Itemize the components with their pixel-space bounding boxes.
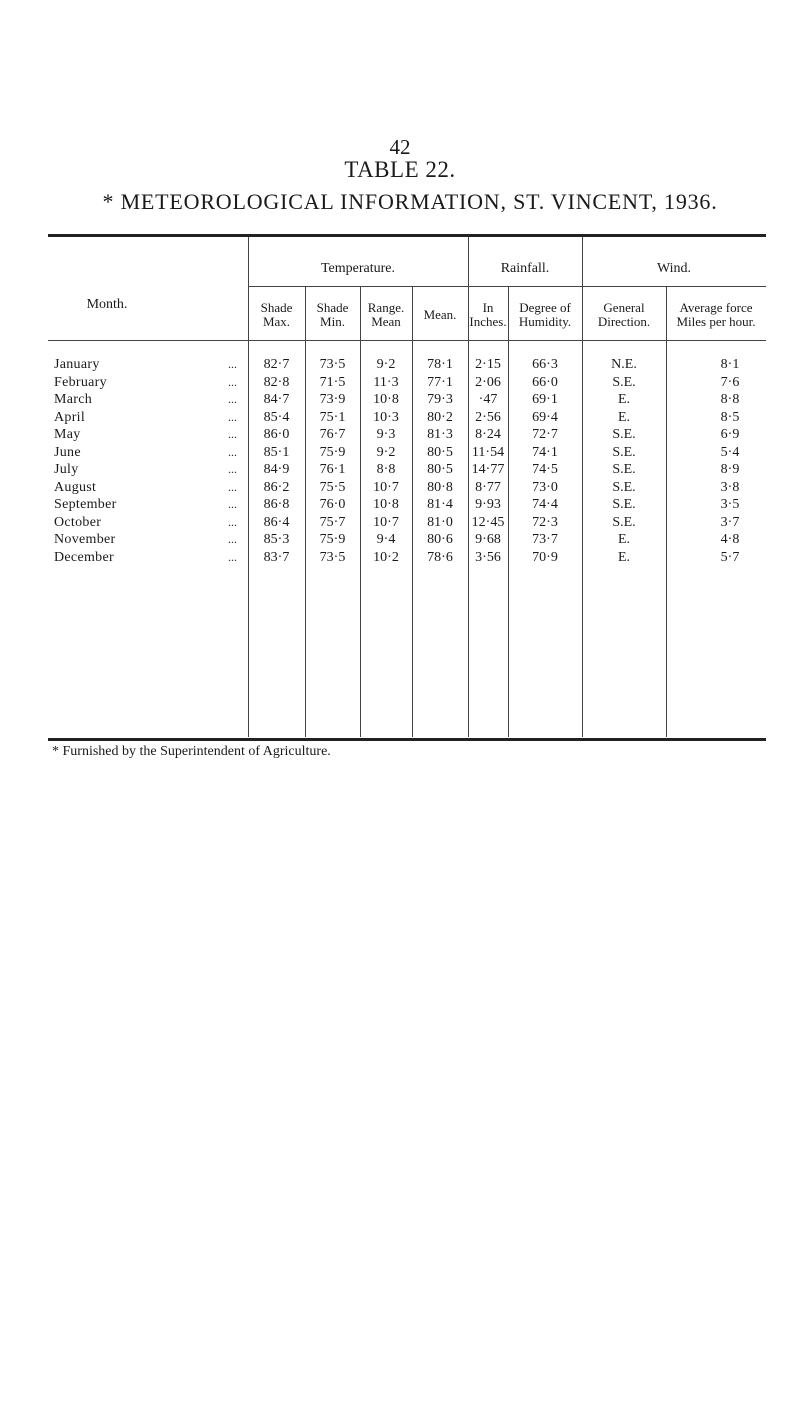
rainfall-cell: 8·77 <box>475 479 501 495</box>
page-number: 42 <box>389 135 411 159</box>
direction-cell: N.E. <box>611 357 637 372</box>
rainfall-cell: 9·93 <box>475 497 501 512</box>
leader-dots: ... <box>228 409 237 424</box>
table-row <box>0 496 800 514</box>
table-row <box>0 391 800 409</box>
shade-min-cell: 73·9 <box>319 392 346 407</box>
shade-max-cell: 83·7 <box>263 549 290 565</box>
shade-max-cell: 82·8 <box>263 374 290 390</box>
leader-dots: ... <box>228 357 237 371</box>
shade-min-cell: 75·1 <box>319 409 346 425</box>
mean-cell: 80·6 <box>427 532 453 547</box>
force-cell: 4·8 <box>720 532 740 547</box>
shade-min-cell: 73·5 <box>319 357 346 372</box>
leader-dots: ... <box>228 462 237 476</box>
header-line: Degree of <box>519 300 571 315</box>
month-column-header: Month. <box>86 297 128 312</box>
shade-min-cell: 76·1 <box>319 462 346 477</box>
top-rule <box>48 234 766 237</box>
humidity-cell: 72·3 <box>532 514 558 530</box>
force-cell: 3·5 <box>720 497 740 512</box>
table-heading: TABLE 22. <box>344 157 456 182</box>
humidity-cell: 66·0 <box>532 374 558 390</box>
month-cell: January <box>54 357 100 372</box>
mean-cell: 80·5 <box>427 462 453 477</box>
mean-cell: 81·4 <box>427 497 453 512</box>
humidity-cell: 73·0 <box>532 479 558 495</box>
force-cell: 7·6 <box>720 374 740 390</box>
humidity-cell: 70·9 <box>532 549 558 565</box>
month-cell: June <box>54 444 81 460</box>
range-mean-cell: 10·3 <box>373 409 399 425</box>
mean-cell: 79·3 <box>427 392 453 407</box>
month-cell: October <box>54 514 102 530</box>
force-cell: 5·7 <box>720 549 740 565</box>
shade-min-cell: 76·7 <box>319 427 346 442</box>
leader-dots: ... <box>228 532 237 546</box>
humidity-cell: 74·5 <box>532 462 558 477</box>
direction-cell: S.E. <box>612 514 636 530</box>
shade-min-cell: 76·0 <box>319 497 346 512</box>
header-line: In <box>482 300 494 315</box>
header-line: Shade <box>316 300 349 315</box>
mean-cell: 81·3 <box>427 427 453 442</box>
rainfall-cell: 12·45 <box>471 514 505 530</box>
month-cell: December <box>54 549 114 565</box>
inches-header <box>468 301 508 329</box>
table-row <box>0 356 800 374</box>
mean-cell: 78·6 <box>427 549 453 565</box>
mean-cell: 80·5 <box>427 444 453 460</box>
shade-max-cell: 86·8 <box>263 497 290 512</box>
rainfall-cell: 9·68 <box>475 532 501 547</box>
shade-max-cell: 84·9 <box>263 462 290 477</box>
shade-min-cell: 75·5 <box>319 479 346 495</box>
force-cell: 8·1 <box>720 357 740 372</box>
rainfall-cell: 2·15 <box>475 357 501 372</box>
range-mean-cell: 11·3 <box>373 374 399 390</box>
leader-dots: ... <box>228 392 237 406</box>
wind-group-header: Wind. <box>656 261 692 276</box>
rainfall-cell: 8·24 <box>475 427 501 442</box>
humidity-cell: 72·7 <box>532 427 558 442</box>
shade-max-cell: 85·1 <box>263 444 290 460</box>
shade-min-cell: 71·5 <box>319 374 346 390</box>
humidity-cell: 69·4 <box>532 409 558 425</box>
force-cell: 8·5 <box>720 409 740 425</box>
table-row <box>0 409 800 427</box>
table-title: * METEOROLOGICAL INFORMATION, ST. VINCENT, 1936. <box>102 189 718 214</box>
mean-cell: 80·8 <box>427 479 453 495</box>
month-cell: April <box>54 409 86 425</box>
header-line: Max. <box>262 314 291 329</box>
shade-max-header <box>248 301 305 329</box>
humidity-cell: 73·7 <box>532 532 558 547</box>
range-mean-header <box>360 301 412 329</box>
header-line: Mean <box>371 314 401 329</box>
range-mean-cell: 10·7 <box>373 479 399 495</box>
month-cell: September <box>54 497 117 512</box>
direction-cell: E. <box>617 532 631 547</box>
force-cell: 8·9 <box>720 462 740 477</box>
humidity-cell: 74·4 <box>532 497 558 512</box>
direction-cell: S.E. <box>612 462 636 477</box>
shade-max-cell: 86·2 <box>263 479 290 495</box>
month-cell: November <box>54 532 116 547</box>
rainfall-cell: 2·56 <box>475 409 501 425</box>
direction-cell: E. <box>617 409 631 425</box>
leader-dots: ... <box>228 427 237 441</box>
rainfall-cell: ·47 <box>478 392 498 407</box>
leader-dots: ... <box>228 374 237 389</box>
direction-cell: E. <box>617 549 631 565</box>
leader-dots: ... <box>228 479 237 494</box>
table-row <box>0 549 800 567</box>
table-row <box>0 444 800 462</box>
header-line: Humidity. <box>518 314 572 329</box>
table-row <box>0 374 800 392</box>
direction-cell: E. <box>617 392 631 407</box>
direction-cell: S.E. <box>612 444 636 460</box>
force-header <box>666 301 766 329</box>
rainfall-cell: 11·54 <box>471 444 505 460</box>
shade-max-cell: 85·4 <box>263 409 290 425</box>
shade-min-cell: 75·7 <box>319 514 346 530</box>
shade-min-cell: 75·9 <box>319 444 346 460</box>
rainfall-cell: 3·56 <box>475 549 501 565</box>
range-mean-cell: 9·4 <box>376 532 396 547</box>
direction-cell: S.E. <box>612 479 636 495</box>
rainfall-group-header: Rainfall. <box>500 261 550 276</box>
month-cell: May <box>54 427 81 442</box>
force-cell: 5·4 <box>720 444 740 460</box>
group-rule <box>248 286 766 287</box>
force-cell: 3·8 <box>720 479 740 495</box>
humidity-cell: 66·3 <box>532 357 558 372</box>
shade-max-cell: 82·7 <box>263 357 290 372</box>
header-line: Average force <box>679 300 753 315</box>
table-row <box>0 479 800 497</box>
rainfall-cell: 14·77 <box>471 462 505 477</box>
range-mean-cell: 10·8 <box>373 392 399 407</box>
range-mean-cell: 10·2 <box>373 549 399 565</box>
mean-header: Mean. <box>423 307 457 322</box>
table-row <box>0 426 800 444</box>
range-mean-cell: 9·2 <box>376 444 396 460</box>
humidity-header <box>508 301 582 329</box>
shade-max-cell: 84·7 <box>263 392 290 407</box>
footnote: * Furnished by the Superintendent of Agriculture. <box>52 744 331 759</box>
temperature-group-header: Temperature. <box>320 261 396 276</box>
month-cell: February <box>54 374 107 390</box>
shade-min-header <box>305 301 360 329</box>
leader-dots: ... <box>228 444 237 459</box>
month-cell: August <box>54 479 97 495</box>
range-mean-cell: 10·8 <box>373 497 399 512</box>
shade-max-cell: 85·3 <box>263 532 290 547</box>
force-cell: 3·7 <box>720 514 740 530</box>
mean-cell: 77·1 <box>427 374 453 390</box>
header-line: General <box>603 300 645 315</box>
header-rule <box>48 340 766 341</box>
force-cell: 6·9 <box>720 427 740 442</box>
mean-cell: 78·1 <box>427 357 453 372</box>
direction-cell: S.E. <box>612 374 636 390</box>
table-row <box>0 461 800 479</box>
month-cell: March <box>54 392 93 407</box>
table-row <box>0 514 800 532</box>
header-line: Shade <box>260 300 293 315</box>
humidity-cell: 74·1 <box>532 444 558 460</box>
bottom-rule <box>48 738 766 741</box>
leader-dots: ... <box>228 549 237 564</box>
rainfall-cell: 2·06 <box>475 374 501 390</box>
table-row <box>0 531 800 549</box>
humidity-cell: 69·1 <box>532 392 558 407</box>
header-line: Inches. <box>469 314 507 329</box>
header-line: Range. <box>367 300 405 315</box>
range-mean-cell: 9·3 <box>376 427 396 442</box>
mean-cell: 81·0 <box>427 514 453 530</box>
header-line: Direction. <box>597 314 651 329</box>
month-cell: July <box>54 462 79 477</box>
shade-max-cell: 86·0 <box>263 427 290 442</box>
shade-max-cell: 86·4 <box>263 514 290 530</box>
leader-dots: ... <box>228 497 237 511</box>
range-mean-cell: 9·2 <box>376 357 396 372</box>
direction-cell: S.E. <box>612 427 636 442</box>
header-line: Miles per hour. <box>676 314 756 329</box>
direction-cell: S.E. <box>612 497 636 512</box>
shade-min-cell: 75·9 <box>319 532 346 547</box>
shade-min-cell: 73·5 <box>319 549 346 565</box>
range-mean-cell: 8·8 <box>376 462 396 477</box>
table-body <box>0 356 800 566</box>
leader-dots: ... <box>228 514 237 529</box>
range-mean-cell: 10·7 <box>373 514 399 530</box>
direction-header <box>582 301 666 329</box>
force-cell: 8·8 <box>720 392 740 407</box>
mean-cell: 80·2 <box>427 409 453 425</box>
header-line: Min. <box>320 314 345 329</box>
